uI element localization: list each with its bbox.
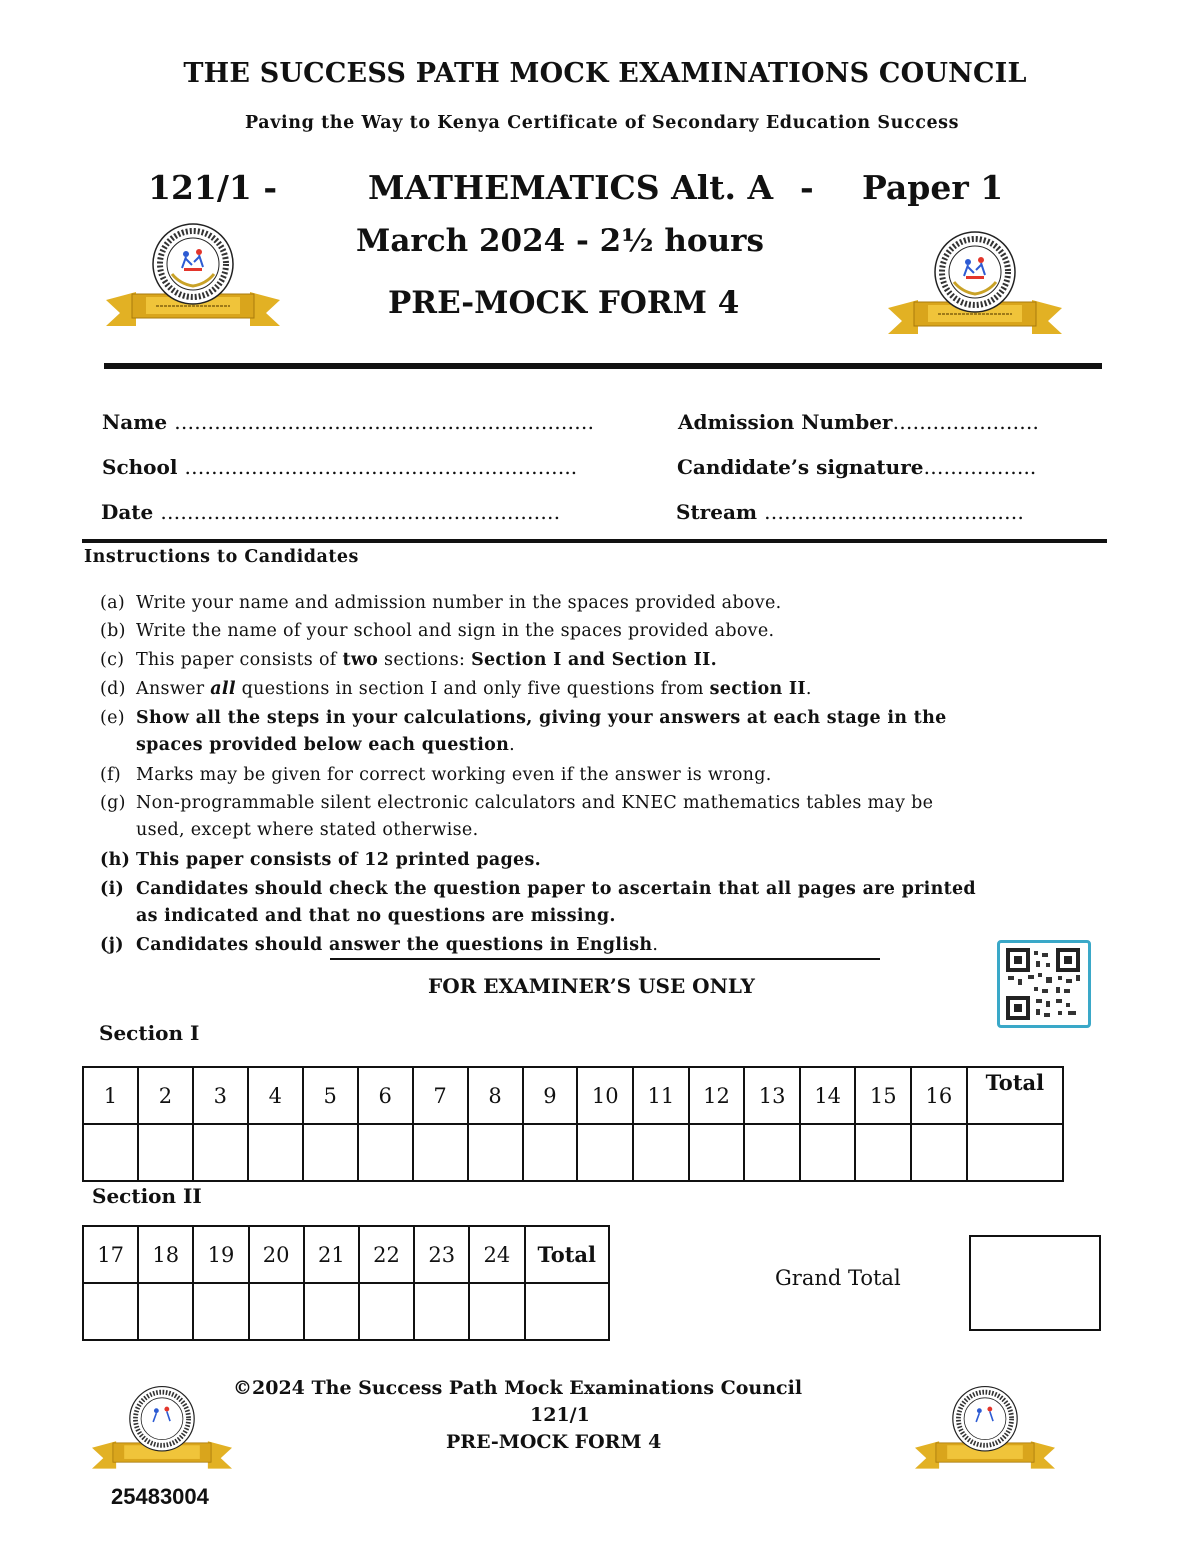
council-logo-left	[106, 222, 280, 334]
instruction-label: (f)	[100, 765, 122, 785]
section2-mark-cell[interactable]	[304, 1283, 359, 1340]
instruction-label: (e)	[100, 708, 125, 728]
school-label: School	[102, 455, 178, 479]
stream-label: Stream	[676, 500, 758, 524]
section1-mark-cell[interactable]	[744, 1124, 800, 1181]
instruction-d	[100, 676, 1090, 703]
instruction-text: sections:	[378, 650, 472, 670]
instruction-text: This paper consists of	[136, 650, 343, 670]
fields-divider	[82, 539, 1107, 543]
section1-mark-cell[interactable]	[800, 1124, 856, 1181]
section2-mark-cell[interactable]	[193, 1283, 248, 1340]
instruction-text: Show all the steps in your calculations, giving your answers at each stage in the	[136, 708, 947, 728]
instructions-heading: Instructions to Candidates	[84, 547, 359, 567]
section1-mark-cell[interactable]	[193, 1124, 248, 1181]
instruction-f	[100, 762, 1090, 789]
qr-code-icon	[1000, 943, 1088, 1025]
section2-mark-cell[interactable]	[414, 1283, 469, 1340]
instruction-emphasis: all	[210, 679, 236, 699]
instruction-label: (d)	[100, 679, 126, 699]
paper-code: 121/1 -	[148, 168, 278, 207]
name-dots: ………………………………………………………	[174, 410, 595, 434]
instruction-label: (a)	[100, 593, 125, 613]
instruction-text: Answer	[136, 679, 211, 699]
instruction-c	[100, 647, 1090, 674]
header-divider	[104, 363, 1102, 369]
section2-col-21: 21	[304, 1226, 359, 1283]
section1-col-14: 14	[800, 1067, 856, 1124]
section1-col-6: 6	[358, 1067, 413, 1124]
section-1-table	[82, 1066, 1064, 1182]
stream-dots: …………………………………	[764, 500, 1025, 524]
qr-code[interactable]	[997, 940, 1091, 1028]
admission-dots: ………………….	[892, 410, 1039, 434]
section1-col-4: 4	[248, 1067, 303, 1124]
section2-col-22: 22	[359, 1226, 414, 1283]
instruction-text: Write the name of your school and sign in the spaces provided above.	[136, 621, 775, 641]
section2-col-20: 20	[249, 1226, 304, 1283]
council-title: THE SUCCESS PATH MOCK EXAMINATIONS COUNCIL	[183, 58, 1027, 89]
section2-col-18: 18	[138, 1226, 193, 1283]
section1-col-12: 12	[689, 1067, 745, 1124]
section1-col-total: Total	[967, 1067, 1063, 1124]
section-2-label: Section II	[92, 1184, 202, 1208]
footer-logo-right	[915, 1384, 1055, 1476]
name-field[interactable]	[102, 410, 594, 434]
name-label: Name	[102, 410, 168, 434]
instruction-punct: .	[509, 735, 516, 755]
instruction-text: This paper consists of 12 printed pages.	[136, 850, 542, 870]
section-1-marks-row	[83, 1124, 1063, 1181]
section1-col-5: 5	[303, 1067, 358, 1124]
instruction-h	[100, 847, 1090, 874]
footer-form: PRE-MOCK FORM 4	[446, 1431, 662, 1453]
section1-mark-cell[interactable]	[358, 1124, 413, 1181]
instruction-bold: two	[342, 650, 379, 670]
section-2-marks-row	[83, 1283, 609, 1340]
section2-col-24: 24	[469, 1226, 524, 1283]
instruction-text: Candidates should check the question paper to ascertain that all pages are printed	[136, 879, 976, 899]
examiner-rule	[330, 958, 880, 960]
signature-dots: ……………..	[923, 455, 1037, 479]
instruction-j	[100, 932, 1090, 959]
section2-mark-cell[interactable]	[138, 1283, 193, 1340]
section-1-header-row	[83, 1067, 1063, 1124]
instruction-label: (b)	[100, 621, 126, 641]
section1-col-16: 16	[911, 1067, 967, 1124]
instruction-label: (c)	[100, 650, 125, 670]
footer-logo-left	[92, 1384, 232, 1476]
stream-field[interactable]	[676, 500, 1024, 524]
section1-mark-cell[interactable]	[468, 1124, 523, 1181]
form-title: PRE-MOCK FORM 4	[388, 285, 740, 321]
date-duration: March 2024 - 2½ hours	[356, 223, 764, 259]
section2-mark-cell[interactable]	[525, 1283, 610, 1340]
section1-col-1: 1	[83, 1067, 138, 1124]
section1-mark-cell[interactable]	[138, 1124, 193, 1181]
council-logo-right	[888, 230, 1062, 342]
admission-label: Admission Number	[678, 410, 893, 434]
signature-label: Candidate’s signature	[677, 455, 924, 479]
date-dots: ……………………………………………………	[160, 500, 561, 524]
section2-mark-cell[interactable]	[83, 1283, 138, 1340]
date-label: Date	[101, 500, 154, 524]
paper-number: Paper 1	[862, 168, 1004, 207]
section2-mark-cell[interactable]	[359, 1283, 414, 1340]
school-field[interactable]	[102, 455, 577, 479]
grand-total-label: Grand Total	[775, 1266, 901, 1290]
instruction-label: (i)	[100, 879, 125, 899]
section2-col-23: 23	[414, 1226, 469, 1283]
signature-field[interactable]	[677, 455, 1036, 479]
title-dash: -	[800, 168, 814, 207]
instruction-g	[100, 790, 1090, 844]
section1-mark-cell[interactable]	[911, 1124, 967, 1181]
instruction-text: Candidates should answer the questions in English	[136, 935, 653, 955]
instruction-label: (h)	[100, 850, 131, 870]
grand-total-box[interactable]	[969, 1235, 1101, 1331]
section2-col-total: Total	[525, 1226, 610, 1283]
instruction-text-cont: as indicated and that no questions are missing.	[136, 906, 616, 926]
tagline: Paving the Way to Kenya Certificate of Secondary Education Success	[245, 113, 960, 133]
subject-title: MATHEMATICS Alt. A	[368, 168, 774, 207]
instruction-text: Marks may be given for correct working even if the answer is wrong.	[136, 765, 772, 785]
instruction-label: (g)	[100, 793, 126, 813]
date-field[interactable]	[101, 500, 560, 524]
instruction-label: (j)	[100, 935, 124, 955]
instruction-punct: .	[652, 935, 659, 955]
instruction-text: questions in section I and only five questions from	[235, 679, 710, 699]
section-2-header-row	[83, 1226, 609, 1283]
section1-col-2: 2	[138, 1067, 193, 1124]
instruction-bold: Section I and Section II.	[471, 650, 717, 670]
section1-col-10: 10	[577, 1067, 633, 1124]
section1-mark-cell[interactable]	[633, 1124, 689, 1181]
examiner-title: FOR EXAMINER’S USE ONLY	[428, 974, 755, 998]
section1-mark-cell[interactable]	[855, 1124, 911, 1181]
instruction-text: Write your name and admission number in the spaces provided above.	[136, 593, 782, 613]
instruction-text-cont: spaces provided below each question	[136, 735, 510, 755]
serial-number: 25483004	[111, 1484, 209, 1509]
instruction-text-cont: used, except where stated otherwise.	[136, 820, 479, 840]
instruction-i	[100, 876, 1090, 930]
section1-col-8: 8	[468, 1067, 523, 1124]
instruction-punct: .	[805, 679, 812, 699]
school-dots: …………………………………………………..	[184, 455, 578, 479]
section2-mark-cell[interactable]	[249, 1283, 304, 1340]
section1-mark-cell[interactable]	[303, 1124, 358, 1181]
instruction-b	[100, 618, 1090, 645]
section1-col-11: 11	[633, 1067, 689, 1124]
section1-col-3: 3	[193, 1067, 248, 1124]
section2-col-19: 19	[193, 1226, 248, 1283]
section1-mark-cell[interactable]	[689, 1124, 745, 1181]
section2-mark-cell[interactable]	[469, 1283, 524, 1340]
section1-col-7: 7	[413, 1067, 468, 1124]
section1-mark-cell[interactable]	[413, 1124, 468, 1181]
instruction-a	[100, 590, 1090, 617]
instruction-text: Non-programmable silent electronic calculators and KNEC mathematics tables may be	[136, 793, 934, 813]
admission-field[interactable]	[678, 410, 1039, 434]
section-1-label: Section I	[99, 1021, 200, 1045]
footer-code: 121/1	[530, 1404, 590, 1426]
section1-mark-cell[interactable]	[83, 1124, 138, 1181]
section2-col-17: 17	[83, 1226, 138, 1283]
section1-mark-cell[interactable]	[523, 1124, 578, 1181]
footer-copyright: ©2024 The Success Path Mock Examinations Council	[233, 1377, 803, 1399]
section1-mark-cell[interactable]	[248, 1124, 303, 1181]
instruction-bold: section II	[709, 679, 806, 699]
section1-mark-cell[interactable]	[967, 1124, 1063, 1181]
section1-col-13: 13	[744, 1067, 800, 1124]
section1-mark-cell[interactable]	[577, 1124, 633, 1181]
section-2-table	[82, 1225, 610, 1341]
section1-col-15: 15	[855, 1067, 911, 1124]
instruction-e	[100, 705, 1090, 759]
section1-col-9: 9	[523, 1067, 578, 1124]
